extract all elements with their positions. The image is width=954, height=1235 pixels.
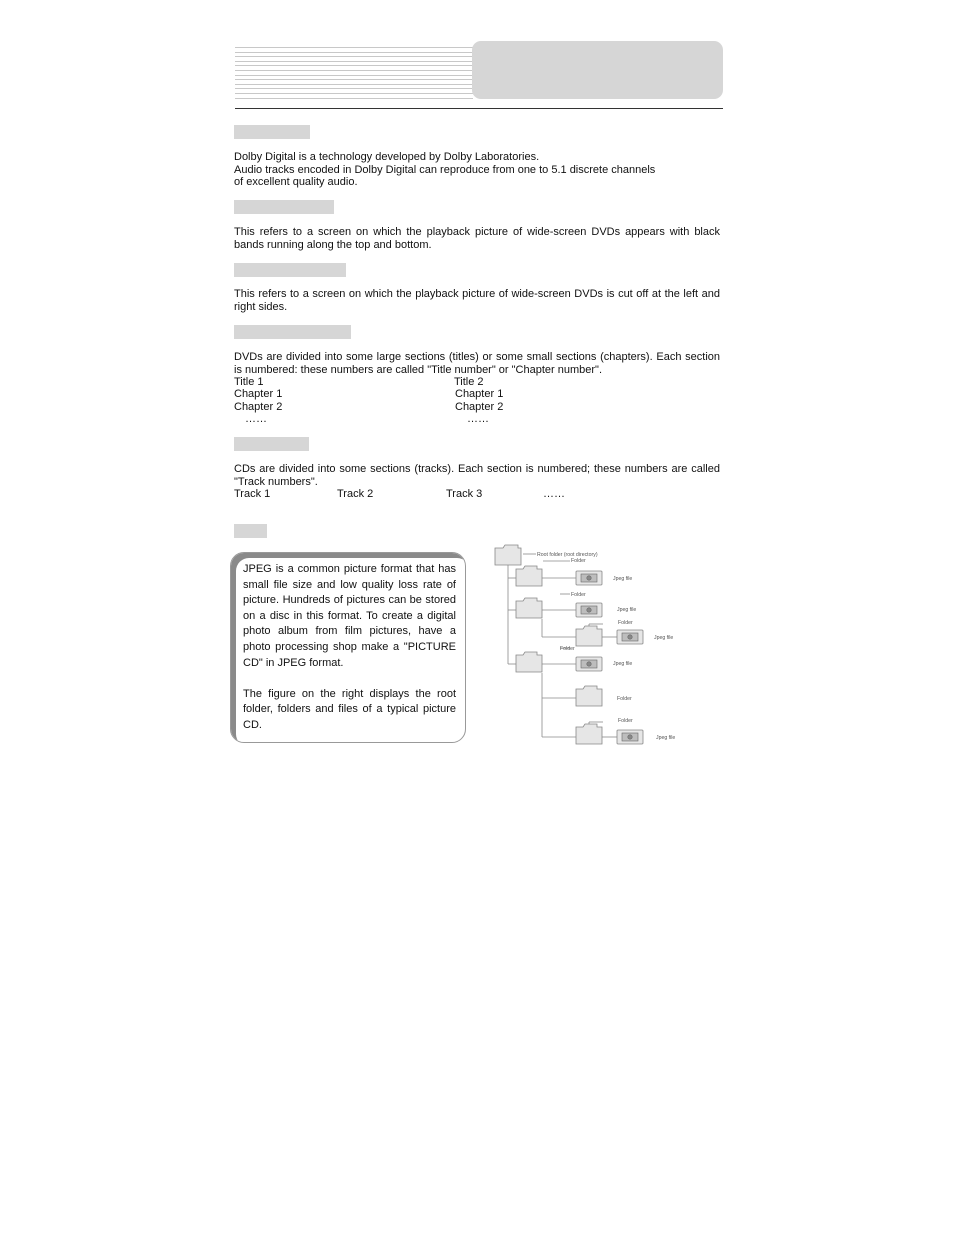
header-divider <box>235 108 723 109</box>
section-heading-bar-jpeg <box>234 524 267 538</box>
folder-label: Folder <box>618 718 633 724</box>
chapter-list-item: Chapter 1 <box>234 388 283 400</box>
titles-paragraph: DVDs are divided into some large sections (titles) or some small sections (chapters). Each section is numbered: these numbers are called "Title number" or "Chapter number". <box>234 351 720 376</box>
section-heading-bar-titles <box>234 325 351 339</box>
chapter-list-item: Chapter 2 <box>234 401 283 413</box>
section-heading-bar-tracks <box>234 437 309 451</box>
header-decorative-lines <box>235 47 473 93</box>
folder-label: Folder <box>571 592 586 598</box>
ellipsis-list-item: …… <box>467 413 489 425</box>
dolby-line: of excellent quality audio. <box>234 176 358 189</box>
track-item: Track 1 <box>234 488 271 500</box>
folder-label: Folder <box>571 558 586 564</box>
jpeg-paragraph: JPEG is a common picture format that has small file size and low quality loss rate of picture. Hundreds of pictures can be stored on a disc in this format. To create a digital photo album from film pictures, have a photo processing shop make a "PICTURE CD" in JPEG format. <box>243 563 456 669</box>
tracks-paragraph: CDs are divided into some sections (tracks). Each section is numbered; these numbers are called "Track numbers". <box>234 463 720 488</box>
folder-icon <box>516 598 542 618</box>
track-item: Track 2 <box>337 488 374 500</box>
folder-icon <box>516 566 542 586</box>
panscan-paragraph: This refers to a screen on which the playback picture of wide-screen DVDs is cut off at the left and right sides. <box>234 288 720 313</box>
title-list-item: Title 2 <box>454 376 484 388</box>
section-heading-bar-letterbox <box>234 200 334 214</box>
folder-label: Folder <box>560 646 575 652</box>
jpeg-file-label: Jpeg file <box>613 576 633 582</box>
root-folder-label: Root folder (root directory) <box>537 552 598 558</box>
ellipsis-list-item: …… <box>245 413 267 425</box>
dolby-line: Audio tracks encoded in Dolby Digital can reproduce from one to 5.1 discrete channels <box>234 163 656 176</box>
root-folder-icon <box>495 545 521 565</box>
jpeg-file-label: Jpeg file <box>617 607 637 613</box>
letterbox-paragraph: This refers to a screen on which the playback picture of wide-screen DVDs appears with black bands running along the top and bottom. <box>234 226 720 251</box>
folder-label: Folder <box>618 620 633 626</box>
jpeg-file-label: Jpeg file <box>656 735 676 741</box>
header-title-box <box>472 41 723 99</box>
chapter-list-item: Chapter 2 <box>455 401 504 413</box>
folder-label: Folder <box>617 696 632 702</box>
folder-icon <box>576 686 602 706</box>
track-item: Track 3 <box>446 488 483 500</box>
title-list-item: Title 1 <box>234 376 264 388</box>
dolby-line: Dolby Digital is a technology developed by Dolby Laboratories. <box>234 151 540 163</box>
section-heading-bar-dolby <box>234 125 310 139</box>
track-item: …… <box>543 488 565 500</box>
dolby-paragraph <box>234 151 655 189</box>
jpeg-file-label: Jpeg file <box>654 635 674 641</box>
folder-icon <box>576 724 602 744</box>
jpeg-file-label: Jpeg file <box>613 661 633 667</box>
jpeg-paragraph: The figure on the right displays the root folder, folders and files of a typical picture CD. <box>243 687 456 731</box>
section-heading-bar-panscan <box>234 263 346 277</box>
picture-cd-folder-diagram <box>488 540 688 750</box>
chapter-list-item: Chapter 1 <box>455 388 504 400</box>
folder-icon <box>516 652 542 672</box>
jpeg-info-text <box>243 562 456 734</box>
folder-icon <box>576 626 602 646</box>
